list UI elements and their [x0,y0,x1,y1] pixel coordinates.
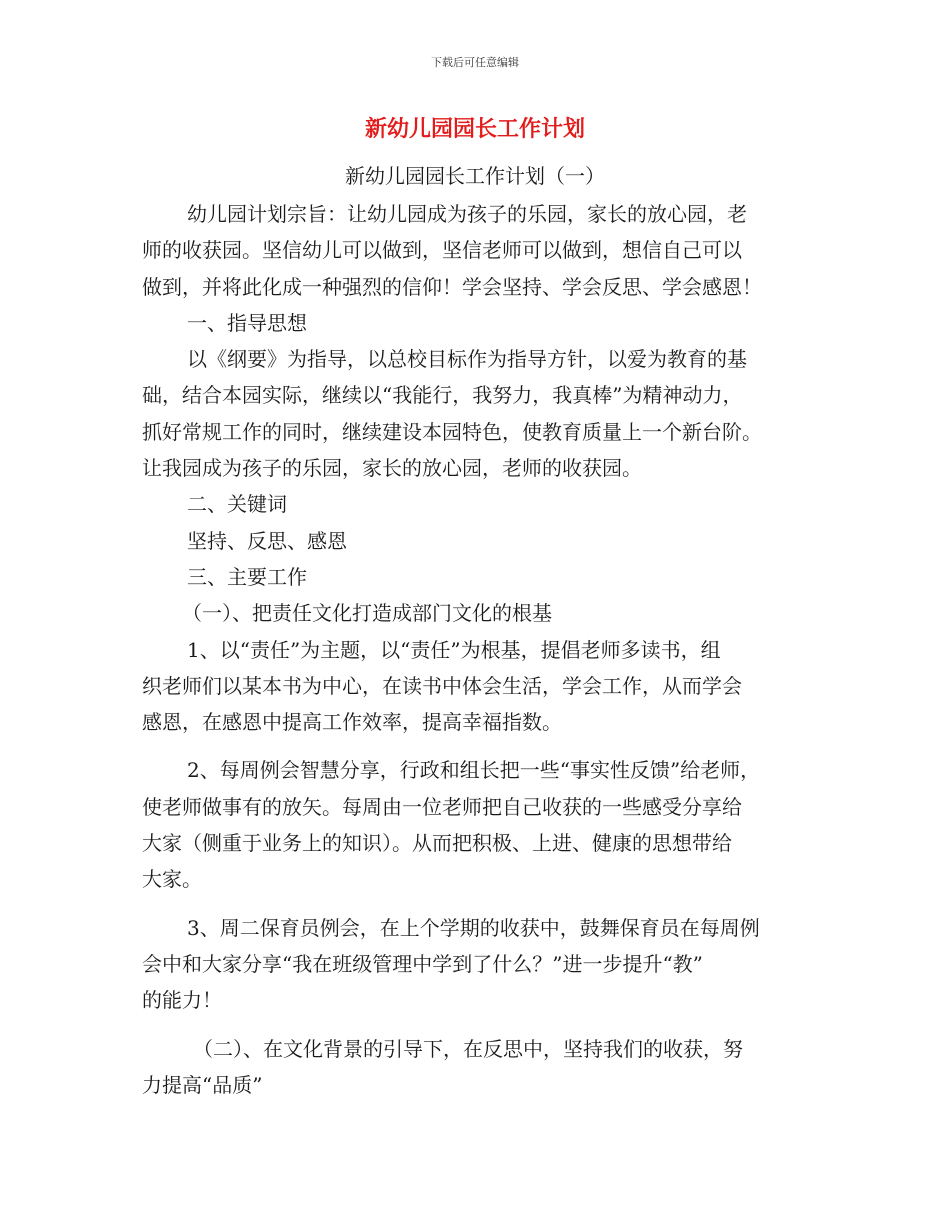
document-title: 新幼儿园园长工作计划 [364,116,585,142]
paragraph-line: 做到，并将此化成一种强烈的信仰！学会坚持、学会反思、学会感恩！ [142,274,762,299]
paragraph-line: 力提高“品质” [142,1072,263,1097]
paragraph-line: 1、以“责任”为主题，以“责任”为根基，提倡老师多读书，组 [187,637,721,662]
paragraph-line: 大家（侧重于业务上的知识）。从而把积极、上进、健康的思想带给 [142,831,732,856]
header-note: 下载后可任意编辑 [431,56,519,69]
paragraph-line: 3、周二保育员例会，在上个学期的收获中，鼓舞保育员在每周例 [187,915,760,940]
paragraph-line: 以《纲要》为指导，以总校目标作为指导方针，以爱为教育的基 [187,347,747,372]
section-heading: 二、关键词 [187,492,287,517]
document-body [142,196,812,1103]
section-heading: 一、指导思想 [187,310,307,335]
paragraph-line: 幼儿园计划宗旨：让幼儿园成为孩子的乐园，家长的放心园，老 [187,202,747,226]
subsection-heading: （一）、把责任文化打造成部门文化的根基 [182,601,552,626]
document-subtitle: 新幼儿园园长工作计划（一） [345,164,605,188]
paragraph-line: 础，结合本园实际，继续以“我能行，我努力，我真棒”为精神动力， [142,383,743,408]
paragraph-line: 大家。 [142,867,202,892]
paragraph-line: 会中和大家分享“我在班级管理中学到了什么？”进一步提升“教” [142,951,703,976]
paragraph-line: 2、每周例会智慧分享，行政和组长把一些“事实性反馈”给老师， [187,758,761,783]
paragraph-line: 师的收获园。坚信幼儿可以做到，坚信老师可以做到，想信自己可以 [142,238,742,263]
paragraph-line: 坚持、反思、感恩 [187,528,347,553]
paragraph-line: 让我园成为孩子的乐园，家长的放心园，老师的收获园。 [142,456,642,481]
paragraph-line: 感恩，在感恩中提高工作效率，提高幸福指数。 [142,710,562,735]
paragraph-line: 的能力！ [142,988,222,1013]
subsection-heading: （二）、在文化背景的引导下，在反思中，坚持我们的收获，努 [193,1036,743,1061]
paragraph-line: 织老师们以某本书为中心，在读书中体会生活，学会工作，从而学会 [142,673,742,698]
paragraph-line: 抓好常规工作的同时，继续建设本园特色，使教育质量上一个新台阶。 [142,419,762,444]
paragraph-line: 使老师做事有的放矢。每周由一位老师把自己收获的一些感受分享给 [142,794,742,819]
section-heading: 三、主要工作 [187,564,307,589]
